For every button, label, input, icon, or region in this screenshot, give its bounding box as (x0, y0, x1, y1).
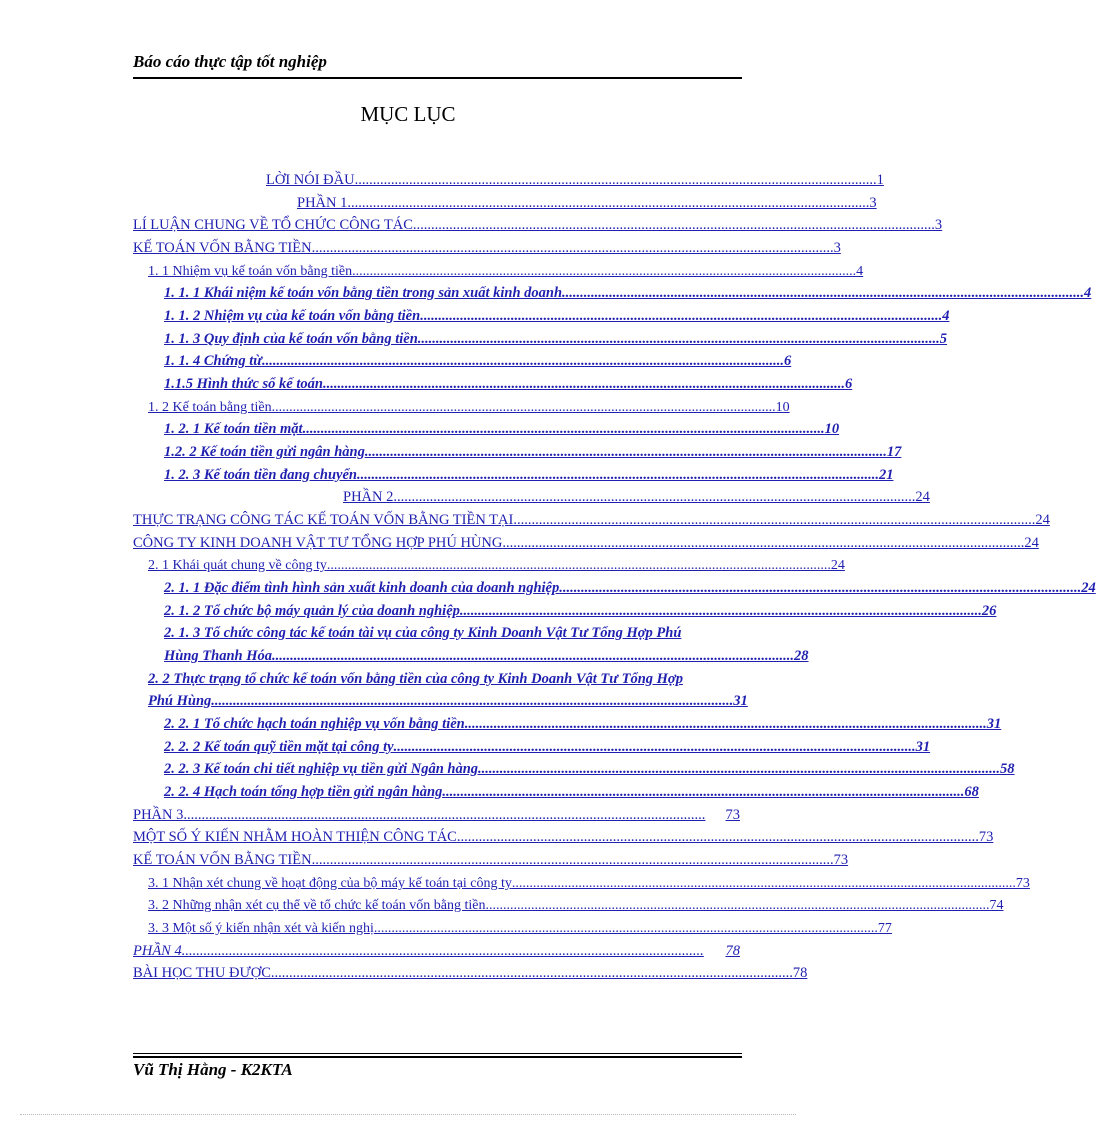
toc-entry-2-2-3[interactable]: 2. 2. 3 Kế toán chi tiết nghiệp vụ tiền gửi Ngân hàng ................................................................................................................................................ 58 (164, 761, 1015, 777)
toc-entry-1-1-5[interactable]: 1.1.5 Hình thức sổ kế toán ................................................................................................................................................ 6 (164, 376, 853, 392)
toc-entry-ke-toan-von-2[interactable]: KẾ TOÁN VỐN BẰNG TIỀN ................................................................................................................................................ 73 (133, 852, 849, 868)
toc-entry-phan-1[interactable]: PHẦN 1 ................................................................................................................................................ 3 (297, 195, 877, 211)
toc-entry-1-1-4[interactable]: 1. 1. 4 Chứng từ ................................................................................................................................................ 6 (164, 353, 792, 369)
toc-entry-ke-toan-von[interactable]: KẾ TOÁN VỐN BẰNG TIỀN ................................................................................................................................................ 3 (133, 240, 841, 256)
toc-entry-3-3[interactable]: 3. 3 Một số ý kiến nhận xét và kiến nghị ................................................................................................................................................ 77 (148, 921, 892, 936)
toc-entry-2-1-3-line1[interactable]: 2. 1. 3 Tổ chức công tác kế toán tài vụ của công ty Kinh Doanh Vật Tư Tổng Hợp Phú (164, 625, 682, 641)
toc-entry-2-1-2[interactable]: 2. 1. 2 Tổ chức bộ máy quản lý của doanh nghiệp ................................................................................................................................................ 26 (164, 603, 997, 619)
toc-entry-2-2-1[interactable]: 2. 2. 1 Tổ chức hạch toán nghiệp vụ vốn bằng tiền ................................................................................................................................................ 31 (164, 716, 1002, 732)
toc-entry-1-2-3[interactable]: 1. 2. 3 Kế toán tiền đang chuyển ................................................................................................................................................ 21 (164, 467, 894, 483)
toc-entry-1-1-1[interactable]: 1. 1. 1 Khái niệm kế toán vốn bằng tiền trong sản xuất kinh doanh ................................................................................................................................................ 4 (164, 285, 1092, 301)
toc-entry-phan-3[interactable]: PHẦN 3 ................................................................................................................................................ 73 (133, 807, 740, 823)
footer-rule-thin (133, 1053, 742, 1054)
toc-entry-bai-hoc[interactable]: BÀI HỌC THU ĐƯỢC ................................................................................................................................................ 78 (133, 965, 808, 981)
toc-entry-3-1[interactable]: 3. 1 Nhận xét chung về hoạt động của bộ máy kế toán tại công ty ................................................................................................................................................ 73 (148, 876, 1030, 891)
toc-entry-thuc-trang[interactable]: THỰC TRẠNG CÔNG TÁC KẾ TOÁN VỐN BẰNG TIỀN TẠI ................................................................................................................................................ 24 (133, 512, 1050, 528)
toc-entry-2-2-2[interactable]: 2. 2. 2 Kế toán quỹ tiền mặt tại công ty ................................................................................................................................................ 31 (164, 739, 931, 755)
toc-entry-1-1[interactable]: 1. 1 Nhiệm vụ kế toán vốn bằng tiền ................................................................................................................................................ 4 (148, 264, 864, 279)
page-bottom-edge (20, 1114, 796, 1115)
header-rule (133, 77, 742, 79)
toc-entry-2-2-line1[interactable]: 2. 2 Thực trạng tổ chức kế toán vốn bằng tiền của công ty Kinh Doanh Vật Tư Tổng Hợp (148, 671, 683, 687)
footer-rule-thick (133, 1056, 742, 1058)
header-title: Báo cáo thực tập tốt nghiệp (133, 52, 327, 71)
toc-entry-li-luan-chung[interactable]: LÍ LUẬN CHUNG VỀ TỔ CHỨC CÔNG TÁC ................................................................................................................................................ 3 (133, 217, 943, 233)
toc-entry-1-1-3[interactable]: 1. 1. 3 Quy định của kế toán vốn bằng tiền ................................................................................................................................................ 5 (164, 331, 948, 347)
toc-entry-3-2[interactable]: 3. 2 Những nhận xét cụ thể về tổ chức kế toán vốn bằng tiền ................................................................................................................................................ 74 (148, 898, 1004, 913)
toc-entry-1-2-2[interactable]: 1.2. 2 Kế toán tiền gửi ngân hàng ................................................................................................................................................ 17 (164, 444, 902, 460)
toc-entry-2-2-4[interactable]: 2. 2. 4 Hạch toán tổng hợp tiền gửi ngân hàng ................................................................................................................................................ 68 (164, 784, 979, 800)
toc-entry-mot-so-y-kien[interactable]: MỘT SỐ Ý KIẾN NHẰM HOÀN THIỆN CÔNG TÁC ................................................................................................................................................ 73 (133, 829, 994, 845)
toc-entry-phan-4[interactable]: PHẦN 4 ................................................................................................................................................ 78 (133, 943, 740, 959)
toc-entry-cong-ty[interactable]: CÔNG TY KINH DOANH VẬT TƯ TỔNG HỢP PHÚ HÙNG ................................................................................................................................................ 24 (133, 535, 1039, 551)
toc-title: MỤC LỤC (360, 102, 456, 126)
toc-entry-1-2[interactable]: 1. 2 Kế toán bằng tiền ................................................................................................................................................ 10 (148, 400, 790, 415)
toc-entry-1-1-2[interactable]: 1. 1. 2 Nhiệm vụ của kế toán vốn bằng tiền ................................................................................................................................................ 4 (164, 308, 950, 324)
toc-entry-1-2-1[interactable]: 1. 2. 1 Kế toán tiền mặt ................................................................................................................................................ 10 (164, 421, 840, 437)
toc-entry-2-1-3[interactable]: Hùng Thanh Hóa ................................................................................................................................................ 28 (164, 648, 809, 664)
toc-entry-2-2[interactable]: Phú Hùng ................................................................................................................................................ 31 (148, 693, 748, 709)
toc-entry-2-1[interactable]: 2. 1 Khái quát chung về công ty ................................................................................................................................................ 24 (148, 558, 845, 573)
toc-entry-2-1-1[interactable]: 2. 1. 1 Đặc điểm tình hình sản xuất kinh doanh của doanh nghiệp ................................................................................................................................................ 24 (164, 580, 1096, 596)
toc-entry-loi-noi-dau[interactable]: LỜI NÓI ĐẦU ................................................................................................................................................ 1 (266, 172, 884, 188)
toc-entry-phan-2[interactable]: PHẦN 2 ................................................................................................................................................ 24 (343, 489, 930, 505)
footer-author: Vũ Thị Hằng - K2KTA (133, 1060, 293, 1079)
